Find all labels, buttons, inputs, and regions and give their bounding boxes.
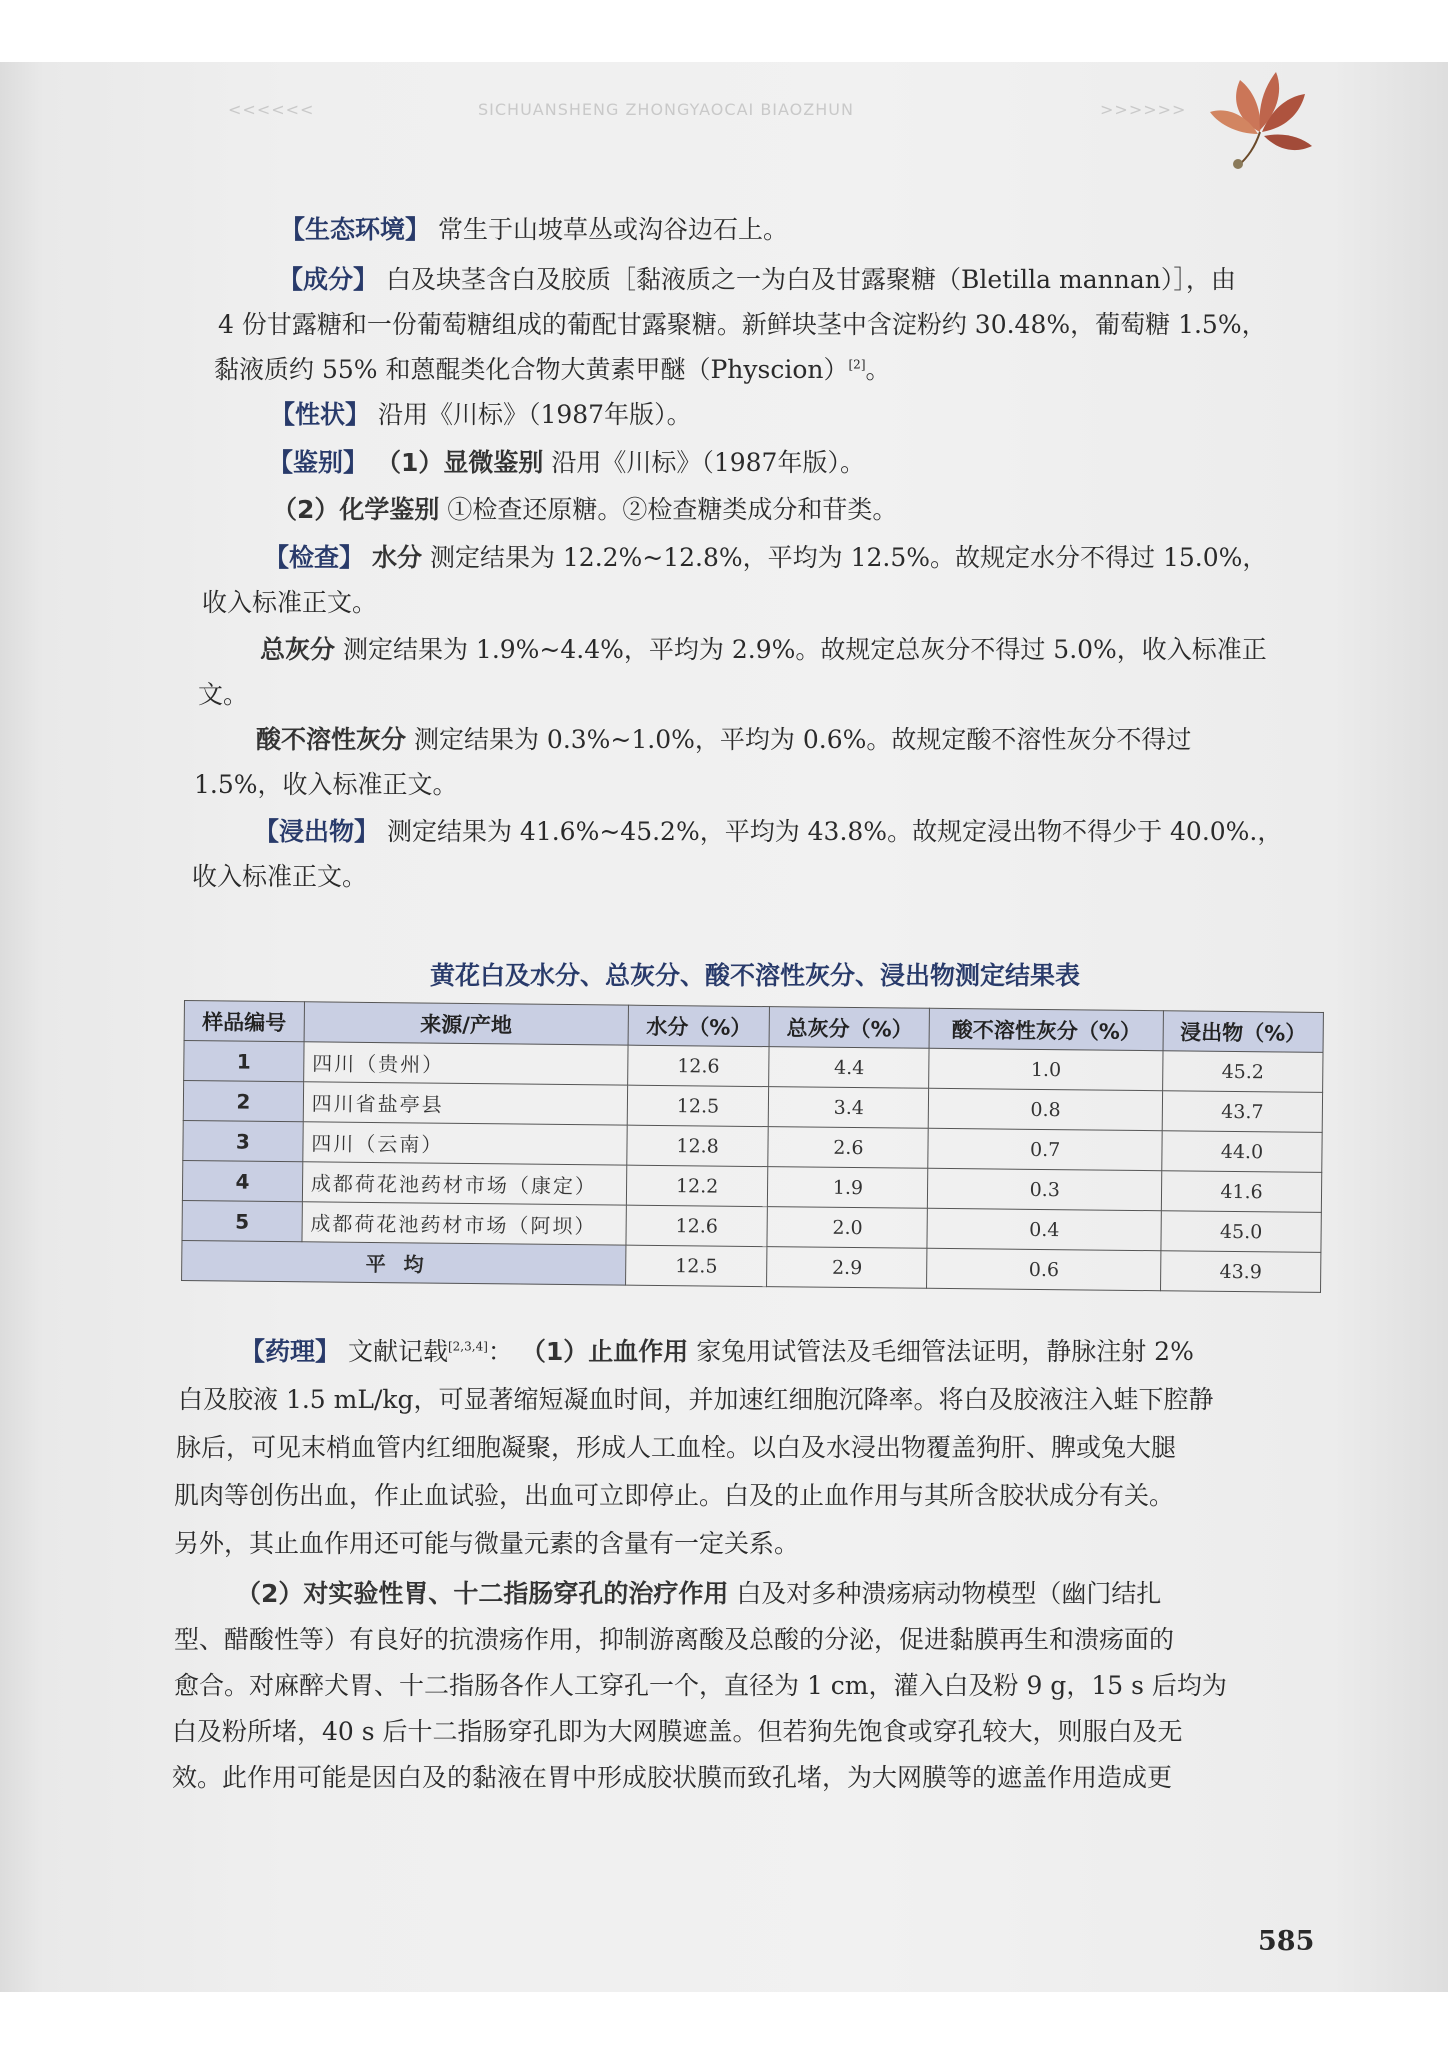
- header-total-ash: 总灰分（%）: [769, 1007, 929, 1049]
- section-pharmacology: [240, 1332, 1194, 1372]
- identification-item2: [272, 490, 897, 530]
- table-title: 黄花白及水分、总灰分、酸不溶性灰分、浸出物测定结果表: [430, 961, 1081, 990]
- ash-term: 总灰分: [260, 635, 336, 664]
- cell-acid-ash: 0.7: [928, 1128, 1162, 1170]
- cell-code: 3: [183, 1120, 303, 1161]
- acid-ash-term: 酸不溶性灰分: [256, 725, 407, 754]
- cell-extract: 41.6: [1161, 1171, 1321, 1213]
- cell-moisture: 12.8: [627, 1125, 769, 1166]
- average-total-ash: 2.9: [767, 1247, 927, 1289]
- moisture-term: 水分: [371, 543, 422, 572]
- scan-bottom-margin: [0, 1992, 1448, 2048]
- leaf-logo-icon: [1200, 62, 1320, 172]
- section-composition-line1: [278, 260, 1236, 300]
- ulcer-line3: 愈合。对麻醉犬胃、十二指肠各作人工穿孔一个，直径为 1 cm，灌入白及粉 9 g，15 s 后均为: [174, 1671, 1227, 1700]
- cell-origin: 成都荷花池药材市场（阿坝）: [302, 1202, 626, 1245]
- hemostasis-line4: 肌肉等创伤出血，作止血试验，出血可立即停止。白及的止血作用与其所含胶状成分有关。: [174, 1481, 1175, 1510]
- ash-line1: 测定结果为 1.9%~4.4%，平均为 2.9%。故规定总灰分不得过 5.0%，收入标准正: [342, 635, 1267, 664]
- pharmacology-intro: 文献记载: [347, 1337, 448, 1366]
- ash-line1-wrap: [260, 630, 1267, 670]
- header-extract: 浸出物（%）: [1163, 1011, 1323, 1053]
- identification-item1-term: （1）显微鉴别: [375, 448, 544, 477]
- cell-total-ash: 3.4: [769, 1087, 929, 1129]
- scan-top-margin: [0, 0, 1448, 62]
- ecology-text: 常生于山坡草丛或沟谷边石上。: [437, 215, 788, 244]
- section-character: [270, 395, 692, 435]
- identification-item2-text: ①检查还原糖。②检查糖类成分和苷类。: [447, 495, 898, 524]
- acid-line1-wrap: [256, 720, 1191, 760]
- cell-extract: 45.2: [1163, 1051, 1323, 1093]
- cell-code: 2: [183, 1081, 303, 1122]
- composition-line3-end: 。: [865, 355, 891, 384]
- pharmacology-intro-end: ：: [487, 1337, 513, 1366]
- average-moisture: 12.5: [625, 1245, 767, 1286]
- cell-acid-ash: 1.0: [929, 1048, 1163, 1090]
- ulcer-line2: 型、醋酸性等）有良好的抗溃疡作用，抑制游离酸及总酸的分泌，促进黏膜再生和溃疡面的: [174, 1625, 1175, 1654]
- cell-origin: 四川（云南）: [303, 1122, 627, 1165]
- average-acid-ash: 0.6: [927, 1248, 1161, 1290]
- extract-line2: 收入标准正文。: [192, 862, 368, 891]
- header-right-marks: >>>>>>: [1100, 100, 1187, 119]
- identification-label: 【鉴别】: [268, 448, 369, 477]
- acid-ash-line2: 1.5%，收入标准正文。: [194, 770, 458, 799]
- cell-total-ash: 2.0: [767, 1207, 927, 1249]
- cell-total-ash: 1.9: [768, 1167, 928, 1209]
- composition-line1: 白及块茎含白及胶质［黏液质之一为白及甘露聚糖（Bletilla mannan）］，由: [385, 265, 1236, 294]
- ash-line2: 文。: [198, 680, 249, 709]
- hemostasis-line3: 脉后，可见末梢血管内红细胞凝聚，形成人工血栓。以白及水浸出物覆盖狗肝、脾或兔大腿: [176, 1433, 1177, 1462]
- section-identification: [268, 443, 865, 483]
- ulcer-line5: 效。此作用可能是因白及的黏液在胃中形成胶状膜而致孔堵，为大网膜等的遮盖作用造成更: [172, 1763, 1173, 1792]
- cell-extract: 43.7: [1162, 1091, 1322, 1133]
- cell-total-ash: 2.6: [768, 1127, 928, 1169]
- cell-extract: 44.0: [1162, 1131, 1322, 1173]
- identification-item2-term: （2）化学鉴别: [272, 495, 440, 524]
- acid-ash-line1: 测定结果为 0.3%~1.0%，平均为 0.6%。故规定酸不溶性灰分不得过: [413, 725, 1192, 754]
- cell-code: 4: [182, 1160, 302, 1201]
- cell-extract: 45.0: [1161, 1211, 1321, 1253]
- cell-acid-ash: 0.8: [929, 1088, 1163, 1130]
- cell-moisture: 12.5: [627, 1085, 769, 1126]
- header-sample-code: 样品编号: [184, 1001, 304, 1042]
- composition-ref: [2]: [848, 357, 866, 372]
- cell-acid-ash: 0.4: [927, 1208, 1161, 1250]
- cell-origin: 四川省盐亭县: [303, 1082, 627, 1125]
- average-extract: 43.9: [1160, 1251, 1320, 1293]
- cell-origin: 成都荷花池药材市场（康定）: [302, 1162, 626, 1205]
- composition-line2: 4 份甘露糖和一份葡萄糖组成的葡配甘露聚糖。新鲜块茎中含淀粉约 30.48%，葡萄糖 1.5%，: [218, 310, 1267, 339]
- cell-moisture: 12.2: [626, 1165, 768, 1206]
- character-label: 【性状】: [270, 400, 371, 429]
- cell-acid-ash: 0.3: [928, 1168, 1162, 1210]
- composition-label: 【成分】: [278, 265, 379, 294]
- hemostasis-line1: 家兔用试管法及毛细管法证明，静脉注射 2%: [696, 1337, 1194, 1366]
- header-moisture: 水分（%）: [628, 1005, 770, 1046]
- header-acid-ash: 酸不溶性灰分（%）: [929, 1008, 1163, 1050]
- header-origin: 来源/产地: [304, 1002, 628, 1045]
- character-text: 沿用《川标》（1987年版）。: [377, 400, 692, 429]
- section-inspection: [264, 538, 1267, 578]
- hemostasis-line2: 白及胶液 1.5 mL/kg，可显著缩短凝血时间，并加速红细胞沉降率。将白及胶液注入蛙下腔静: [178, 1385, 1214, 1414]
- ecology-label: 【生态环境】: [280, 215, 431, 244]
- pharmacology-label: 【药理】: [240, 1337, 341, 1366]
- results-table: [181, 1000, 1324, 1293]
- section-extract: [254, 812, 1282, 852]
- ulcer-line1-wrap: [236, 1574, 1161, 1614]
- cell-origin: 四川（贵州）: [303, 1042, 627, 1085]
- hemostasis-line5: 另外，其止血作用还可能与微量元素的含量有一定关系。: [174, 1529, 800, 1558]
- moisture-line1: 测定结果为 12.2%~12.8%，平均为 12.5%。故规定水分不得过 15.0%，: [429, 543, 1268, 572]
- composition-line3: 黏液质约 55% 和蒽醌类化合物大黄素甲醚（Physcion）: [214, 355, 849, 384]
- cell-total-ash: 4.4: [769, 1047, 929, 1089]
- identification-item1-text: 沿用《川标》（1987年版）。: [551, 448, 865, 477]
- inspection-label: 【检查】: [264, 543, 365, 572]
- moisture-line2: 收入标准正文。: [202, 588, 378, 617]
- extract-line1: 测定结果为 41.6%~45.2%，平均为 43.8%。故规定浸出物不得少于 40.0%.，: [386, 817, 1283, 846]
- ulcer-term: （2）对实验性胃、十二指肠穿孔的治疗作用: [236, 1579, 729, 1608]
- header-left-marks: <<<<<<: [228, 100, 315, 119]
- cell-code: 1: [184, 1041, 304, 1082]
- extract-label: 【浸出物】: [254, 817, 380, 846]
- average-label: 平均: [182, 1240, 626, 1285]
- page-number: 585: [1258, 1926, 1315, 1957]
- cell-moisture: 12.6: [627, 1045, 769, 1086]
- header-title: SICHUANSHENG ZHONGYAOCAI BIAOZHUN: [478, 100, 854, 119]
- cell-moisture: 12.6: [626, 1205, 768, 1246]
- cell-code: 5: [182, 1200, 302, 1241]
- section-ecology: [280, 210, 788, 250]
- ulcer-line1: 白及对多种溃疡病动物模型（幽门结扎: [736, 1579, 1162, 1608]
- pharmacology-ref: [2,3,4]: [447, 1339, 488, 1354]
- ulcer-line4: 白及粉所堵，40 s 后十二指肠穿孔即为大网膜遮盖。但若狗先饱食或穿孔较大，则服白及无: [172, 1717, 1183, 1746]
- composition-line3-wrap: [214, 350, 891, 390]
- hemostasis-term: （1）止血作用: [520, 1337, 689, 1366]
